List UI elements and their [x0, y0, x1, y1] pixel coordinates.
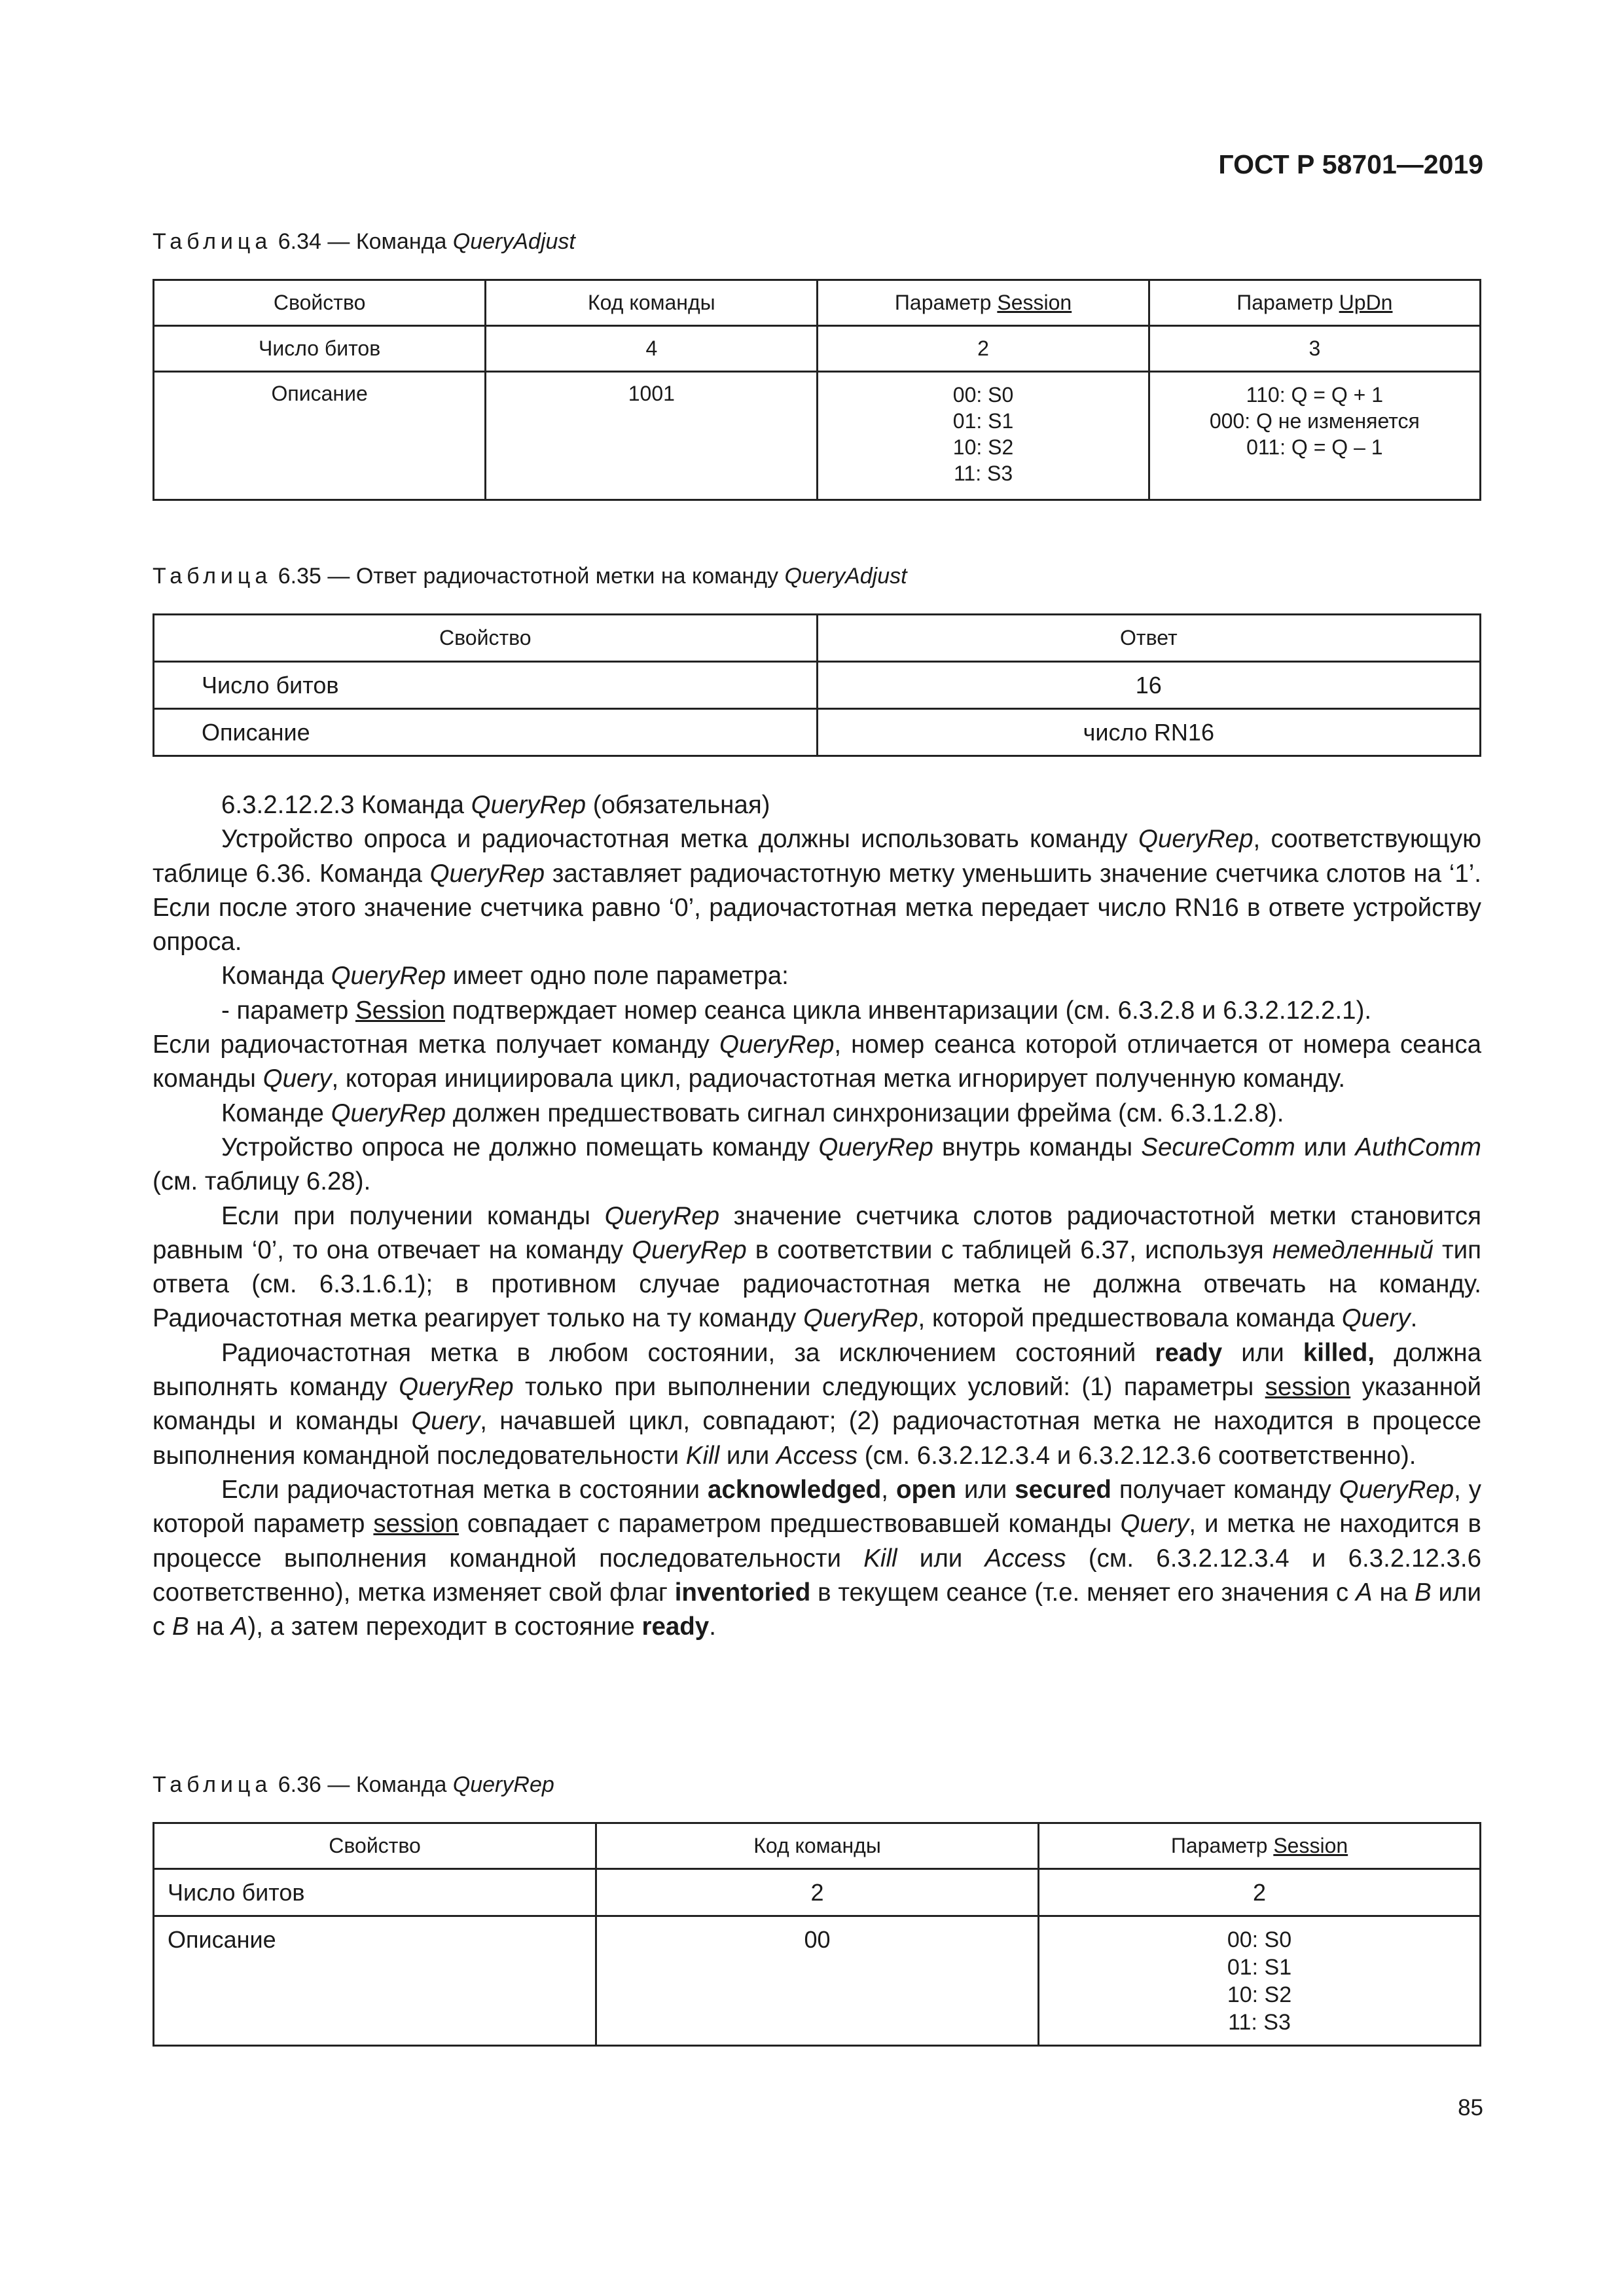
table-6-34 [153, 279, 1481, 501]
updn-value: 000: Q не изменяется [1209, 409, 1420, 433]
session-value: 01: S1 [952, 409, 1014, 433]
paragraph [153, 822, 1481, 959]
text-run: в соответствии с таблицей 6.37, используя [746, 1235, 1272, 1264]
text-run: Радиочастотная метка в любом состоянии, за исключением состояний [221, 1338, 1155, 1367]
session-value: 11: S3 [953, 462, 1013, 485]
text-run: Команде [221, 1099, 331, 1127]
caption-prefix: Таблица [153, 229, 272, 254]
text-run: Устройство опроса и радиочастотная метка должны использовать команду [221, 825, 1139, 854]
header-cell: Свойство [154, 615, 818, 662]
text-run: session [373, 1510, 459, 1539]
table-row [154, 372, 1481, 500]
table-cell: Число битов [154, 1869, 596, 1916]
text-run: inventoried [674, 1578, 811, 1607]
header-cell-prefix: Параметр [894, 291, 998, 314]
session-value: 11: S3 [1228, 2010, 1291, 2035]
text-run: Kill [863, 1544, 897, 1573]
table-row [154, 662, 1481, 709]
text-run: немедленный [1272, 1235, 1434, 1264]
session-value: 00: S0 [1227, 1927, 1292, 1952]
text-run: secured [1015, 1475, 1111, 1504]
text-run: , номер сеанса которой отличается от номера сеанса команды [153, 1030, 1481, 1093]
text-run: имеет одно поле параметра: [446, 962, 789, 991]
heading-number: 6.3.2.12.2.3 Команда [221, 791, 471, 819]
table-cell [1039, 1916, 1481, 2046]
caption-prefix: Таблица [153, 1772, 272, 1797]
text-run: (см. 6.3.2.12.3.4 и 6.3.2.12.3.6 соответственно), метка изменяет свой флаг [153, 1544, 1482, 1607]
text-run: совпадает с параметром предшествовавшей команды [458, 1510, 1121, 1539]
session-value: 10: S2 [1227, 1982, 1292, 2007]
table-header-row [154, 1823, 1481, 1869]
text-run: , начавшей цикл, совпадают; (2) радиочастотная метка не находится в процессе выполнения командной последовательности [153, 1407, 1481, 1470]
text-run: QueryRep [1138, 825, 1254, 854]
header-cell-prefix: Параметр [1170, 1834, 1274, 1857]
updn-value: 011: Q = Q – 1 [1246, 435, 1383, 459]
text-run: . [709, 1613, 716, 1641]
caption-text: 6.34 — Команда [272, 229, 453, 254]
session-value: 01: S1 [1227, 1955, 1292, 1980]
table-caption-6-34 [153, 229, 575, 255]
text-run: A [1355, 1578, 1373, 1607]
heading-command: QueryRep [471, 791, 586, 819]
text-run: Команда [221, 962, 331, 991]
table-cell: Число битов [154, 662, 818, 709]
updn-value: 110: Q = Q + 1 [1246, 383, 1383, 407]
text-run: Query [1341, 1304, 1411, 1333]
caption-text: 6.36 — Команда [272, 1772, 453, 1797]
table-cell: Число битов [154, 326, 486, 372]
text-run: Если радиочастотная метка получает команду [153, 1030, 719, 1059]
table-cell: 2 [596, 1869, 1039, 1916]
paragraph [153, 959, 1481, 993]
text-run: Query [262, 1065, 332, 1093]
text-run: указанной команды и команды [153, 1373, 1482, 1436]
text-run: AuthComm [1355, 1133, 1481, 1161]
text-run: Access [776, 1441, 858, 1470]
text-run: ready [641, 1613, 710, 1641]
text-run: ready [1155, 1338, 1223, 1367]
text-run: в текущем сеансе (т.е. меняет его значения с [810, 1578, 1356, 1607]
text-run: ), а затем переходит в состояние [247, 1613, 642, 1641]
session-value: 00: S0 [952, 383, 1014, 407]
text-run: , соответствующую таблице 6.36. Команда [153, 825, 1482, 888]
table-6-36 [153, 1822, 1481, 2047]
header-cell: Свойство [154, 280, 486, 326]
paragraph [153, 1473, 1481, 1644]
text-run: Если при получении команды [221, 1201, 605, 1230]
table-row [154, 1869, 1481, 1916]
text-run: только при выполнении следующих условий: (1) параметры [513, 1373, 1265, 1402]
table-cell: 16 [817, 662, 1480, 709]
text-run: Kill [685, 1441, 720, 1470]
text-run: , [881, 1475, 896, 1504]
text-run: session [1265, 1373, 1351, 1402]
table-cell: 2 [1039, 1869, 1481, 1916]
text-run: на [189, 1613, 231, 1641]
text-run: или [719, 1441, 776, 1470]
text-run: , и метка не находится в процессе выполнения командной последовательности [153, 1510, 1481, 1573]
text-run: QueryRep [818, 1133, 933, 1161]
header-cell [1039, 1823, 1481, 1869]
table-cell: Описание [154, 1916, 596, 2046]
table-caption-6-35 [153, 564, 907, 589]
text-run: или [1222, 1338, 1303, 1367]
text-run: QueryRep [1339, 1475, 1454, 1504]
table-cell: 2 [818, 326, 1149, 372]
text-run: Если радиочастотная метка в состоянии [221, 1475, 708, 1504]
body-text [153, 788, 1481, 1644]
text-run: , которой предшествовала команда [918, 1304, 1342, 1333]
table-header-row [154, 615, 1481, 662]
text-run: QueryRep [604, 1201, 720, 1230]
paragraph [153, 994, 1481, 1028]
text-run: получает команду [1111, 1475, 1339, 1504]
caption-text: 6.35 — Ответ радиочастотной метки на команду [272, 564, 785, 589]
text-run: QueryRep [331, 1099, 446, 1127]
text-run: или [956, 1475, 1015, 1504]
table-row [154, 1916, 1481, 2046]
text-run: или [897, 1544, 985, 1573]
text-run: (см. 6.3.2.12.3.4 и 6.3.2.12.3.6 соответственно). [857, 1441, 1416, 1470]
text-run: подтверждает номер сеанса цикла инвентаризации (см. 6.3.2.8 и 6.3.2.12.2.1). [444, 996, 1372, 1025]
text-run: acknowledged [708, 1475, 882, 1504]
text-run: или [1295, 1133, 1356, 1161]
text-run: SecureComm [1141, 1133, 1295, 1161]
text-run: - параметр [221, 996, 355, 1025]
text-run: должен предшествовать сигнал синхронизации фрейма (см. 6.3.1.2.8). [446, 1099, 1284, 1127]
table-cell [818, 372, 1149, 500]
text-run: killed, [1303, 1338, 1375, 1367]
text-run: тип ответа (см. 6.3.1.6.1); в противном случае радиочастотная метка не должна отвечать на команду. Радиочастотная метка реагирует только на ту команду [153, 1235, 1481, 1333]
table-cell: 1001 [486, 372, 818, 500]
text-run: B [171, 1613, 189, 1641]
caption-command: QueryRep [452, 1772, 554, 1797]
text-run: QueryRep [803, 1304, 918, 1333]
header-cell [1149, 280, 1480, 326]
header-updn-term: UpDn [1339, 291, 1393, 314]
table-cell [1149, 372, 1480, 500]
table-6-35 [153, 613, 1481, 757]
text-run: внутрь команды [933, 1133, 1142, 1161]
header-cell: Свойство [154, 1823, 596, 1869]
text-run: QueryRep [331, 962, 446, 991]
header-session-term: Session [1273, 1834, 1348, 1857]
table-cell: Описание [154, 372, 486, 500]
text-run: . [1410, 1304, 1418, 1333]
table-cell: 4 [486, 326, 818, 372]
table-row [154, 709, 1481, 756]
text-run: , которая инициировала цикл, радиочастотная метка игнорирует полученную команду. [331, 1065, 1346, 1093]
heading-rest: (обязательная) [586, 791, 770, 819]
paragraph [153, 1131, 1481, 1199]
paragraph [153, 1097, 1481, 1131]
text-run: QueryRep [399, 1373, 514, 1402]
text-run: Query [1120, 1510, 1189, 1539]
paragraph [153, 1336, 1481, 1473]
text-run: Session [355, 996, 445, 1025]
text-run: QueryRep [429, 859, 545, 888]
header-cell-prefix: Параметр [1236, 291, 1339, 314]
table-caption-6-36 [153, 1772, 554, 1798]
text-run: Устройство опроса не должно помещать команду [221, 1133, 819, 1161]
paragraph [153, 1028, 1481, 1097]
table-header-row [154, 280, 1481, 326]
header-cell: Код команды [486, 280, 818, 326]
header-cell: Код команды [596, 1823, 1039, 1869]
text-run: QueryRep [632, 1235, 747, 1264]
page-number: 85 [1458, 2095, 1483, 2121]
text-run: заставляет радиочастотную метку уменьшить значение счетчика слотов на ‘1’. Если после этого значение счетчика равно ‘0’, радиочастотная метка передает число RN16 в ответе устройству опроса. [153, 859, 1481, 957]
table-cell: 00 [596, 1916, 1039, 2046]
text-run: QueryRep [719, 1030, 835, 1059]
table-cell: Описание [154, 709, 818, 756]
caption-command: QueryAdjust [452, 229, 575, 254]
table-cell: число RN16 [817, 709, 1480, 756]
caption-prefix: Таблица [153, 564, 272, 589]
text-run: B [1414, 1578, 1432, 1607]
text-run: или с [153, 1578, 1481, 1641]
text-run: на [1372, 1578, 1415, 1607]
section-heading [153, 788, 1481, 822]
header-session-term: Session [997, 291, 1072, 314]
header-cell [818, 280, 1149, 326]
text-run: Query [411, 1407, 480, 1436]
table-row [154, 326, 1481, 372]
text-run: Access [984, 1544, 1066, 1573]
text-run: значение счетчика слотов радиочастотной метки становится равным ‘0’, то она отвечает на команду [153, 1201, 1482, 1264]
caption-command: QueryAdjust [784, 564, 907, 589]
text-run: (см. таблицу 6.28). [153, 1167, 371, 1196]
text-run: open [895, 1475, 956, 1504]
document-code-header: ГОСТ Р 58701—2019 [1218, 149, 1483, 179]
table-cell: 3 [1149, 326, 1480, 372]
text-run: A [230, 1613, 248, 1641]
paragraph [153, 1199, 1481, 1336]
session-value: 10: S2 [952, 435, 1014, 459]
text-run: должна выполнять команду [153, 1338, 1482, 1402]
header-cell: Ответ [817, 615, 1480, 662]
text-run: , у которой параметр [153, 1475, 1481, 1539]
